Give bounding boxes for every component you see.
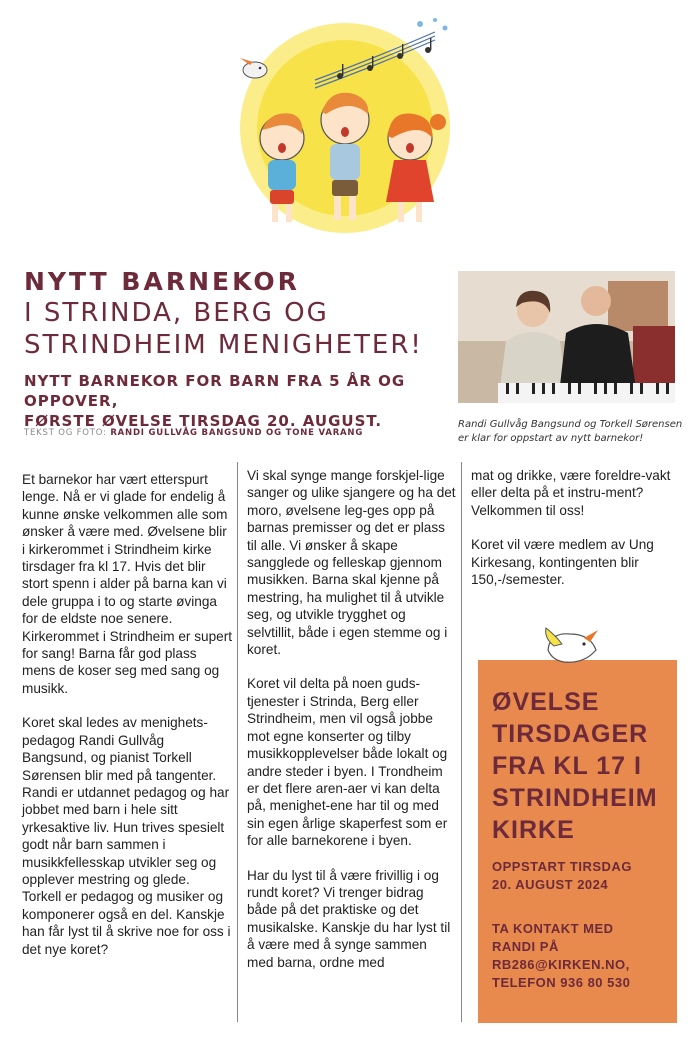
- info-box-title-line: FRA KL 17 I: [492, 752, 642, 780]
- body-paragraph: Har du lyst til å være frivillig i og rundt koret? Vi trenger bidrag både på det praktiske og det musikalske. Kanskje du har lyst til å være med å synge sammen med barna, ordne med: [247, 867, 451, 970]
- body-paragraph: Koret skal ledes av menighets-pedagog Randi Gullvåg Bangsund, og pianist Torkell Sørensen blir med på tangenter. Randi er utdannet pedagog og har jobbet med barn i hele sitt yrkesaktive liv. Hun trives spesielt godt når barn sammen i musikkfellesskap utvikler seg og opplever mestring og glede. Torkell er pedagog og musiker og komponerer også en del. Kanskje han får lyst til å skrive noe for oss i det nye koret?: [22, 715, 231, 957]
- info-box-contact-line: TA KONTAKT MED: [492, 921, 614, 936]
- byline-authors: RANDI GULLVÅG BANGSUND OG TONE VARANG: [110, 428, 364, 438]
- info-box-start-line: OPPSTART TIRSDAG: [492, 859, 632, 874]
- headline-line: STRINDHEIM MENIGHETER!: [24, 330, 423, 360]
- body-paragraph: Koret vil delta på noen guds-tjenester i Strinda, Berg eller Strindheim, men vil også jobbe mot egne konserter og tilby musikkopplevelser både lokalt og andre steder i byen. I Trondheim er det flere aren-aer vi kan delta på, menighet-ene har til og med sin egen årlige skaperfest som er for alle barnekorene i byen.: [247, 676, 448, 849]
- caption-line: er klar for oppstart av nytt barnekor!: [458, 433, 644, 444]
- caption-line: Randi Gullvåg Bangsund og Torkell Sørensen: [458, 419, 683, 430]
- photo-caption: [458, 418, 688, 446]
- column-divider: [461, 462, 462, 1022]
- byline-prefix: TEKST OG FOTO:: [24, 428, 107, 438]
- info-box-contact-line: RANDI PÅ: [492, 939, 559, 954]
- bird-icon: [540, 620, 604, 668]
- body-paragraph: Koret vil være medlem av Ung Kirkesang, kontingenten blir 150,-/semester.: [471, 537, 654, 588]
- info-box-title-line: TIRSDAGER: [492, 720, 649, 748]
- singing-children-illustration: [220, 10, 470, 240]
- article-headline: [24, 297, 444, 361]
- article-subhead: [24, 371, 444, 431]
- body-column-2: [247, 467, 457, 988]
- info-box-contact-phone: TELEFON 936 80 530: [492, 975, 631, 990]
- subhead-line: NYTT BARNEKOR FOR BARN FRA 5 ÅR OG OPPOVER,: [24, 372, 406, 410]
- article-kicker: NYTT BARNEKOR: [24, 267, 300, 296]
- info-box-contact: [492, 920, 672, 992]
- info-box-start-line: 20. AUGUST 2024: [492, 877, 609, 892]
- choir-leaders-photo: [458, 271, 675, 403]
- body-paragraph: Et barnekor har vært etterspurt lenge. Nå er vi glade for endelig å kunne ønske velkommen alle som ønsker å være med. Øvelsene blir i kirkerommet i Strindheim kirke tirsdager fra kl 17. Hvis det blir stort spenn i alder på barna kan vi dele gruppa i to og starte øvinga for de eldste noe senere. Kirkerommet i Strindheim er supert for sang! Barna får god plass mens de koser seg med sang og musikk.: [22, 472, 233, 696]
- info-box-title-line: ØVELSE: [492, 688, 600, 716]
- info-box-title-line: KIRKE: [492, 816, 575, 844]
- column-divider: [237, 462, 238, 1022]
- body-paragraph: mat og drikke, være foreldre-vakt eller delta på et instru-ment? Velkommen til oss!: [471, 468, 671, 518]
- info-box-contact-email[interactable]: RB286@KIRKEN.NO,: [492, 957, 630, 972]
- body-paragraph: Vi skal synge mange forskjel-lige sanger og ulike sjangere og ha det moro, øvelsene leg-ges opp på barnas premisser og det er plass til alle. Vi ønsker å skape sangglede og felleskap gjennom musikken. Barna skal kjenne på mestring, ha mulighet til å utvikle seg, og utvikle trygghet og selvtillit, både i egen stemme og i koret.: [247, 468, 456, 658]
- info-box-title: [492, 686, 672, 846]
- subhead-line: FØRSTE ØVELSE TIRSDAG 20. AUGUST.: [24, 412, 383, 430]
- body-column-1: [22, 471, 232, 975]
- body-column-3: [471, 467, 679, 605]
- bird-icon: [240, 58, 267, 78]
- byline: [24, 428, 363, 438]
- headline-line: I STRINDA, BERG OG: [24, 298, 329, 328]
- info-box-title-line: STRINDHEIM: [492, 784, 658, 812]
- info-box-start: [492, 858, 672, 894]
